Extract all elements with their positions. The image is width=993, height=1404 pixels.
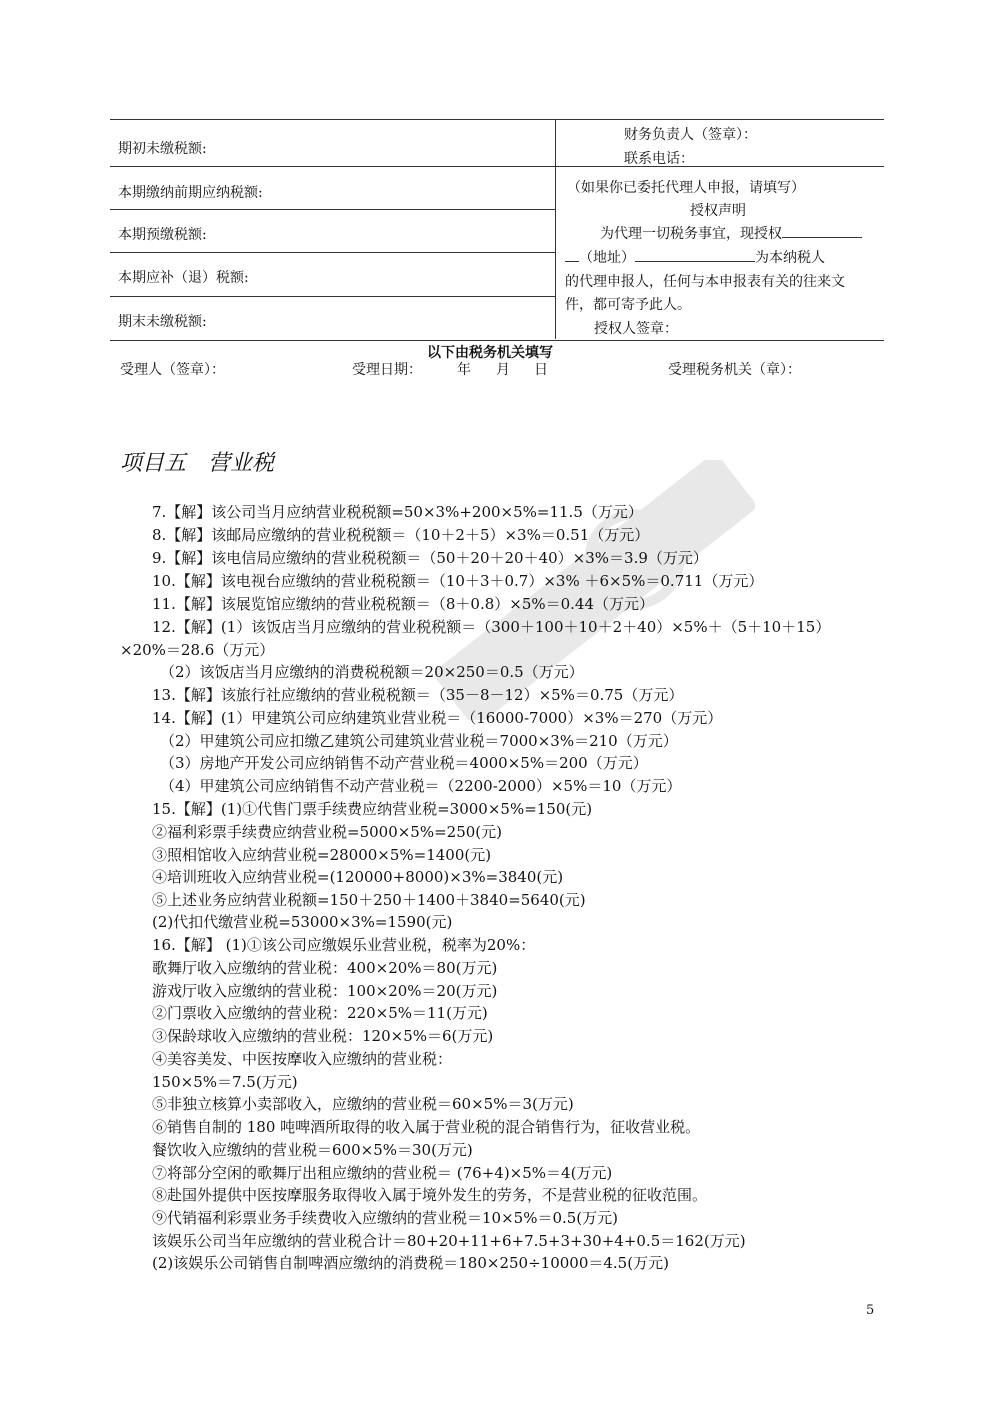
auth-text: 为代理一切税务事宜，现授权 xyxy=(600,226,782,242)
answer-line: 11.【解】该展览馆应缴纳的营业税税额＝（8＋0.8）×5%＝0.44（万元） xyxy=(152,595,655,613)
auth-title: 授权声明 xyxy=(690,203,746,219)
answer-line: ②福利彩票手续费应纳营业税=5000×5%=250(元) xyxy=(152,823,503,841)
blank-line xyxy=(782,223,862,238)
answer-line: 游戏厅收入应缴纳的营业税：100×20%＝20(万元) xyxy=(152,982,498,1000)
answer-line: 12.【解】(1）该饭店当月应缴纳的营业税税额＝（300＋100＋10＋2＋40）×5%＋（5＋10＋15） xyxy=(152,618,831,636)
form-label: 本期预缴税额: xyxy=(118,227,207,243)
table-column-divider xyxy=(555,119,556,339)
answer-line: 13.【解】该旅行社应缴纳的营业税税额＝（35－8－12）×5%＝0.75（万元） xyxy=(152,686,684,704)
answer-line: ⑥销售自制的 180 吨啤酒所取得的收入属于营业税的混合销售行为，征收营业税。 xyxy=(152,1118,701,1136)
row-divider xyxy=(110,296,555,297)
month-label: 月 xyxy=(496,362,510,378)
auth-line-3: 的代理申报人，任何与本申报表有关的往来文 xyxy=(565,274,845,290)
row-divider xyxy=(110,209,555,210)
answer-line: 150×5%＝7.5(万元) xyxy=(152,1073,298,1091)
answer-line: 歌舞厅收入应缴纳的营业税：400×20%＝80(万元) xyxy=(152,959,498,977)
answer-line: ⑤非独立核算小卖部收入，应缴纳的营业税＝60×5%＝3(万元) xyxy=(152,1095,574,1113)
blank-line xyxy=(565,247,579,262)
page-number: 5 xyxy=(866,1303,875,1318)
receiver-label: 受理人（签章）： xyxy=(120,362,225,378)
auth-text: 为本纳税人 xyxy=(755,250,825,266)
blank-line xyxy=(635,247,755,262)
accept-date-label: 受理日期： xyxy=(352,362,422,378)
finance-signer: 财务负责人（签章）： xyxy=(624,127,757,143)
answer-line: ④培训班收入应纳营业税=(120000+8000)×3%=3840(元) xyxy=(152,868,564,886)
answer-line: （2）甲建筑公司应扣缴乙建筑公司建筑业营业税＝7000×3%＝210（万元） xyxy=(160,732,678,750)
answer-line: 8.【解】该邮局应缴纳的营业税税额＝（10＋2＋5）×3%＝0.51（万元） xyxy=(152,526,650,544)
contact-phone: 联系电话： xyxy=(624,151,694,167)
answer-line: ×20%＝28.6（万元） xyxy=(120,641,275,659)
answer-line: (2)该娱乐公司销售自制啤酒应缴纳的消费税＝180×250÷10000＝4.5(万元) xyxy=(152,1254,669,1272)
answer-line: 16.【解】 (1)①该公司应缴娱乐业营业税，税率为20%： xyxy=(152,936,536,954)
answer-line: （4）甲建筑公司应纳销售不动产营业税＝（2200-2000）×5%＝10（万元） xyxy=(160,777,682,795)
answer-line: ②门票收入应缴纳的营业税：220×5%＝11(万元) xyxy=(152,1004,488,1022)
form-label: 本期应补（退）税额: xyxy=(118,270,249,286)
answer-line: ⑧赴国外提供中医按摩服务取得收入属于境外发生的劳务，不是营业税的征收范围。 xyxy=(152,1186,708,1204)
answer-line: ⑨代销福利彩票业务手续费收入应缴纳的营业税＝10×5%＝0.5(万元) xyxy=(152,1209,619,1227)
row-divider xyxy=(555,166,884,167)
answer-line: ③保龄球收入应缴纳的营业税：120×5%＝6(万元) xyxy=(152,1027,494,1045)
answer-line: 14.【解】(1）甲建筑公司应纳建筑业营业税＝（16000-7000）×3%＝270（万元） xyxy=(152,709,723,727)
form-label: 期末未缴税额: xyxy=(118,314,207,330)
answer-line: 餐饮收入应缴纳的营业税＝600×5%＝30(万元) xyxy=(152,1141,473,1159)
answer-line: ⑤上述业务应纳营业税额=150＋250＋1400＋3840=5640(元) xyxy=(152,891,586,909)
answer-line: ④美容美发、中医按摩收入应缴纳的营业税： xyxy=(152,1050,453,1068)
answer-line: 该娱乐公司当年应缴纳的营业税合计＝80+20+11+6+7.5+3+30+4+0.5＝162(万元) xyxy=(152,1232,746,1250)
year-label: 年 xyxy=(457,362,471,378)
day-label: 日 xyxy=(534,362,548,378)
answer-line: ⑦将部分空闲的歌舞厅出租应缴纳的营业税＝ (76+4)×5%＝4(万元) xyxy=(152,1164,613,1182)
tax-office-header: 以下由税务机关填写 xyxy=(427,345,553,361)
answer-line: (2)代扣代缴营业税=53000×3%=1590(元) xyxy=(152,913,453,931)
section-title: 项目五 营业税 xyxy=(120,451,275,476)
auth-line-2 xyxy=(565,247,825,267)
answer-line: （2）该饭店当月应缴纳的消费税税额＝20×250＝0.5（万元） xyxy=(160,663,584,681)
answer-line: ③照相馆收入应纳营业税=28000×5%=1400(元) xyxy=(152,846,492,864)
answer-line: 7.【解】该公司当月应纳营业税税额=50×3%+200×5%=11.5（万元） xyxy=(152,503,643,521)
answer-line: 9.【解】该电信局应缴纳的营业税税额＝（50＋20＋20＋40）×3%＝3.9（万元） xyxy=(152,549,708,567)
form-label: 本期缴纳前期应纳税额: xyxy=(118,185,263,201)
row-divider xyxy=(110,166,555,167)
row-divider xyxy=(110,252,555,253)
auth-text: （地址） xyxy=(579,250,635,266)
auth-line-1 xyxy=(600,223,862,243)
tax-office-label: 受理税务机关（章）： xyxy=(668,362,801,378)
auth-line-4: 件，都可寄予此人。 xyxy=(565,297,691,313)
answer-line: （3）房地产开发公司应纳销售不动产营业税＝4000×5%＝200（万元） xyxy=(160,754,648,772)
form-label: 期初未缴税额: xyxy=(118,141,207,157)
auth-signer: 授权人签章： xyxy=(594,321,678,337)
answer-line: 10.【解】该电视台应缴纳的营业税税额＝（10＋3＋0.7）×3% ＋6×5%＝0.711（万元） xyxy=(152,572,764,590)
agent-note: （如果你已委托代理人申报，请填写） xyxy=(567,180,805,196)
answer-line: 15.【解】(1)①代售门票手续费应纳营业税=3000×5%=150(元) xyxy=(152,800,593,818)
